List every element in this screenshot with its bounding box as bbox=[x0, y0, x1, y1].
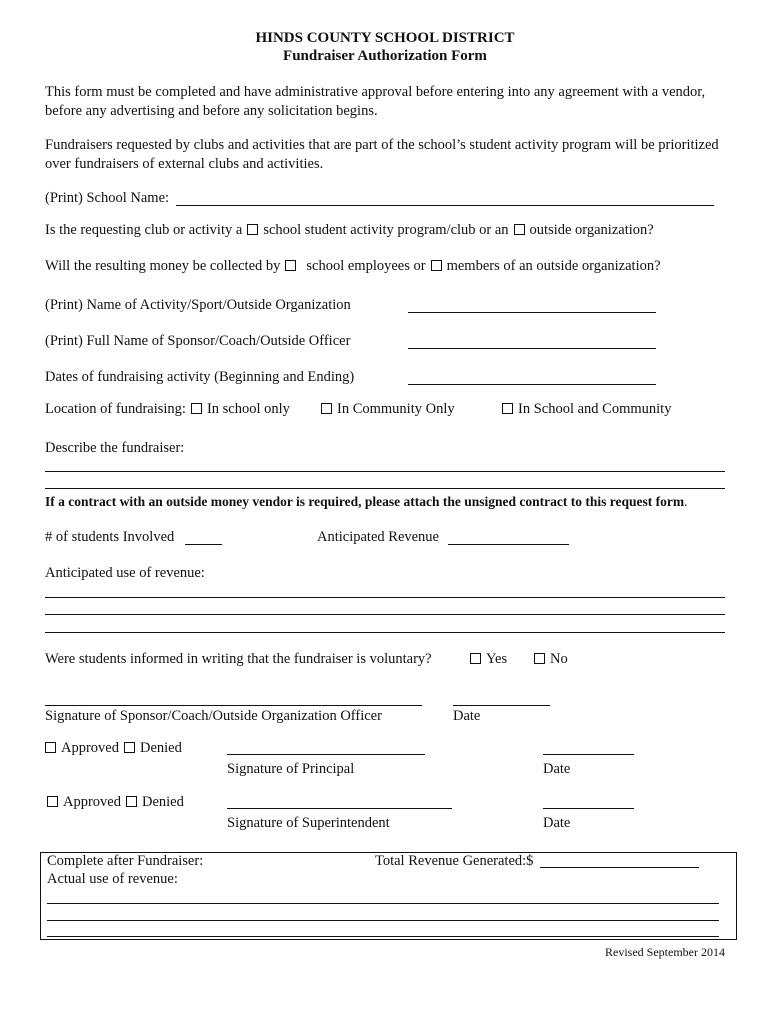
sponsor-name-label: (Print) Full Name of Sponsor/Coach/Outside Officer bbox=[45, 333, 351, 349]
school-name-label: (Print) School Name: bbox=[45, 190, 170, 206]
superintendent-date-label: Date bbox=[543, 815, 571, 831]
club-type-row bbox=[45, 222, 654, 239]
principal-approved-checkbox[interactable] bbox=[45, 742, 56, 753]
principal-denied-checkbox[interactable] bbox=[124, 742, 135, 753]
superintendent-denied-label: Denied bbox=[142, 794, 184, 810]
describe-line-2[interactable] bbox=[45, 488, 725, 489]
principal-date-label: Date bbox=[543, 761, 571, 777]
actual-use-line-2[interactable] bbox=[47, 920, 719, 921]
contract-note bbox=[45, 494, 687, 510]
superintendent-approved-label: Approved bbox=[63, 794, 121, 810]
no-checkbox[interactable] bbox=[534, 653, 545, 664]
sponsor-date-line[interactable] bbox=[453, 705, 550, 706]
describe-label: Describe the fundraiser: bbox=[45, 440, 185, 456]
money-row bbox=[45, 258, 661, 275]
students-field[interactable] bbox=[185, 544, 222, 545]
intro-paragraph-2: Fundraisers requested by clubs and activities that are part of the school’s student activity program will be prioritized over fundraisers of external clubs and activities. bbox=[45, 137, 719, 172]
in-community-group bbox=[316, 401, 455, 418]
sponsor-signature-label: Signature of Sponsor/Coach/Outside Organization Officer bbox=[45, 708, 382, 724]
complete-after-label: Complete after Fundraiser: bbox=[47, 853, 204, 869]
revised-date: Revised September 2014 bbox=[605, 945, 725, 959]
school-and-community-group bbox=[497, 401, 671, 418]
sponsor-date-label: Date bbox=[453, 708, 481, 724]
money-question: Will the resulting money be collected by bbox=[45, 258, 281, 274]
club-type-question: Is the requesting club or activity a bbox=[45, 222, 243, 238]
principal-signature-line[interactable] bbox=[227, 754, 425, 755]
yes-checkbox[interactable] bbox=[470, 653, 481, 664]
principal-signature-label: Signature of Principal bbox=[227, 761, 355, 777]
superintendent-date-line[interactable] bbox=[543, 808, 634, 809]
district-title: HINDS COUNTY SCHOOL DISTRICT bbox=[255, 30, 515, 46]
in-school-option: In school only bbox=[206, 401, 290, 417]
describe-line-1[interactable] bbox=[45, 471, 725, 472]
sponsor-name-field[interactable] bbox=[408, 348, 656, 349]
form-title: Fundraiser Authorization Form bbox=[283, 48, 487, 64]
use-line-2[interactable] bbox=[45, 614, 725, 615]
superintendent-signature-label: Signature of Superintendent bbox=[227, 815, 390, 831]
revenue-label: Anticipated Revenue bbox=[317, 529, 439, 545]
contract-note-text: If a contract with an outside money vendor is required, please attach the unsigned contract to this request form bbox=[45, 494, 685, 509]
dates-label: Dates of fundraising activity (Beginning and Ending) bbox=[45, 369, 355, 385]
school-employees-option: school employees or bbox=[306, 258, 426, 274]
outside-members-checkbox[interactable] bbox=[431, 260, 442, 271]
school-club-checkbox[interactable] bbox=[247, 224, 258, 235]
location-label-group bbox=[45, 401, 290, 418]
school-and-community-checkbox[interactable] bbox=[502, 403, 513, 414]
school-club-option: school student activity program/club or an bbox=[263, 222, 509, 238]
intro-paragraph-1: This form must be completed and have administrative approval before entering into any agreement with a vendor, before any advertising and before any solicitation begins. bbox=[45, 84, 706, 119]
contract-note-period: . bbox=[684, 494, 688, 509]
yes-option: Yes bbox=[486, 651, 508, 667]
sponsor-signature-line[interactable] bbox=[45, 705, 422, 706]
superintendent-approval-group bbox=[42, 794, 184, 811]
activity-name-label: (Print) Name of Activity/Sport/Outside Organization bbox=[45, 297, 351, 313]
in-school-checkbox[interactable] bbox=[191, 403, 202, 414]
actual-use-line-3[interactable] bbox=[47, 936, 719, 937]
use-line-1[interactable] bbox=[45, 597, 725, 598]
actual-use-line-1[interactable] bbox=[47, 903, 719, 904]
school-and-community-option: In School and Community bbox=[518, 401, 672, 417]
outside-org-checkbox[interactable] bbox=[514, 224, 525, 235]
activity-name-field[interactable] bbox=[408, 312, 656, 313]
total-revenue-field[interactable] bbox=[540, 867, 699, 868]
in-community-option: In Community Only bbox=[337, 401, 455, 417]
superintendent-approved-checkbox[interactable] bbox=[47, 796, 58, 807]
principal-approved-label: Approved bbox=[61, 740, 119, 756]
no-option: No bbox=[550, 651, 568, 667]
superintendent-denied-checkbox[interactable] bbox=[126, 796, 137, 807]
school-employees-checkbox[interactable] bbox=[285, 260, 296, 271]
superintendent-signature-line[interactable] bbox=[227, 808, 452, 809]
dates-field[interactable] bbox=[408, 384, 656, 385]
revenue-field[interactable] bbox=[448, 544, 569, 545]
outside-members-option: members of an outside organization? bbox=[446, 258, 661, 274]
students-label: # of students Involved bbox=[45, 529, 175, 545]
location-label: Location of fundraising: bbox=[45, 401, 186, 417]
principal-date-line[interactable] bbox=[543, 754, 634, 755]
use-line-3[interactable] bbox=[45, 632, 725, 633]
total-revenue-label: Total Revenue Generated:$ bbox=[375, 853, 534, 869]
outside-org-option: outside organization? bbox=[529, 222, 654, 238]
school-name-field[interactable] bbox=[176, 205, 714, 206]
principal-approval-group bbox=[40, 740, 182, 757]
actual-use-label: Actual use of revenue: bbox=[47, 871, 178, 887]
yes-group bbox=[465, 651, 507, 668]
no-group bbox=[529, 651, 568, 668]
in-community-checkbox[interactable] bbox=[321, 403, 332, 414]
principal-denied-label: Denied bbox=[140, 740, 182, 756]
use-label: Anticipated use of revenue: bbox=[45, 565, 205, 581]
voluntary-question: Were students informed in writing that the fundraiser is voluntary? bbox=[45, 651, 432, 667]
